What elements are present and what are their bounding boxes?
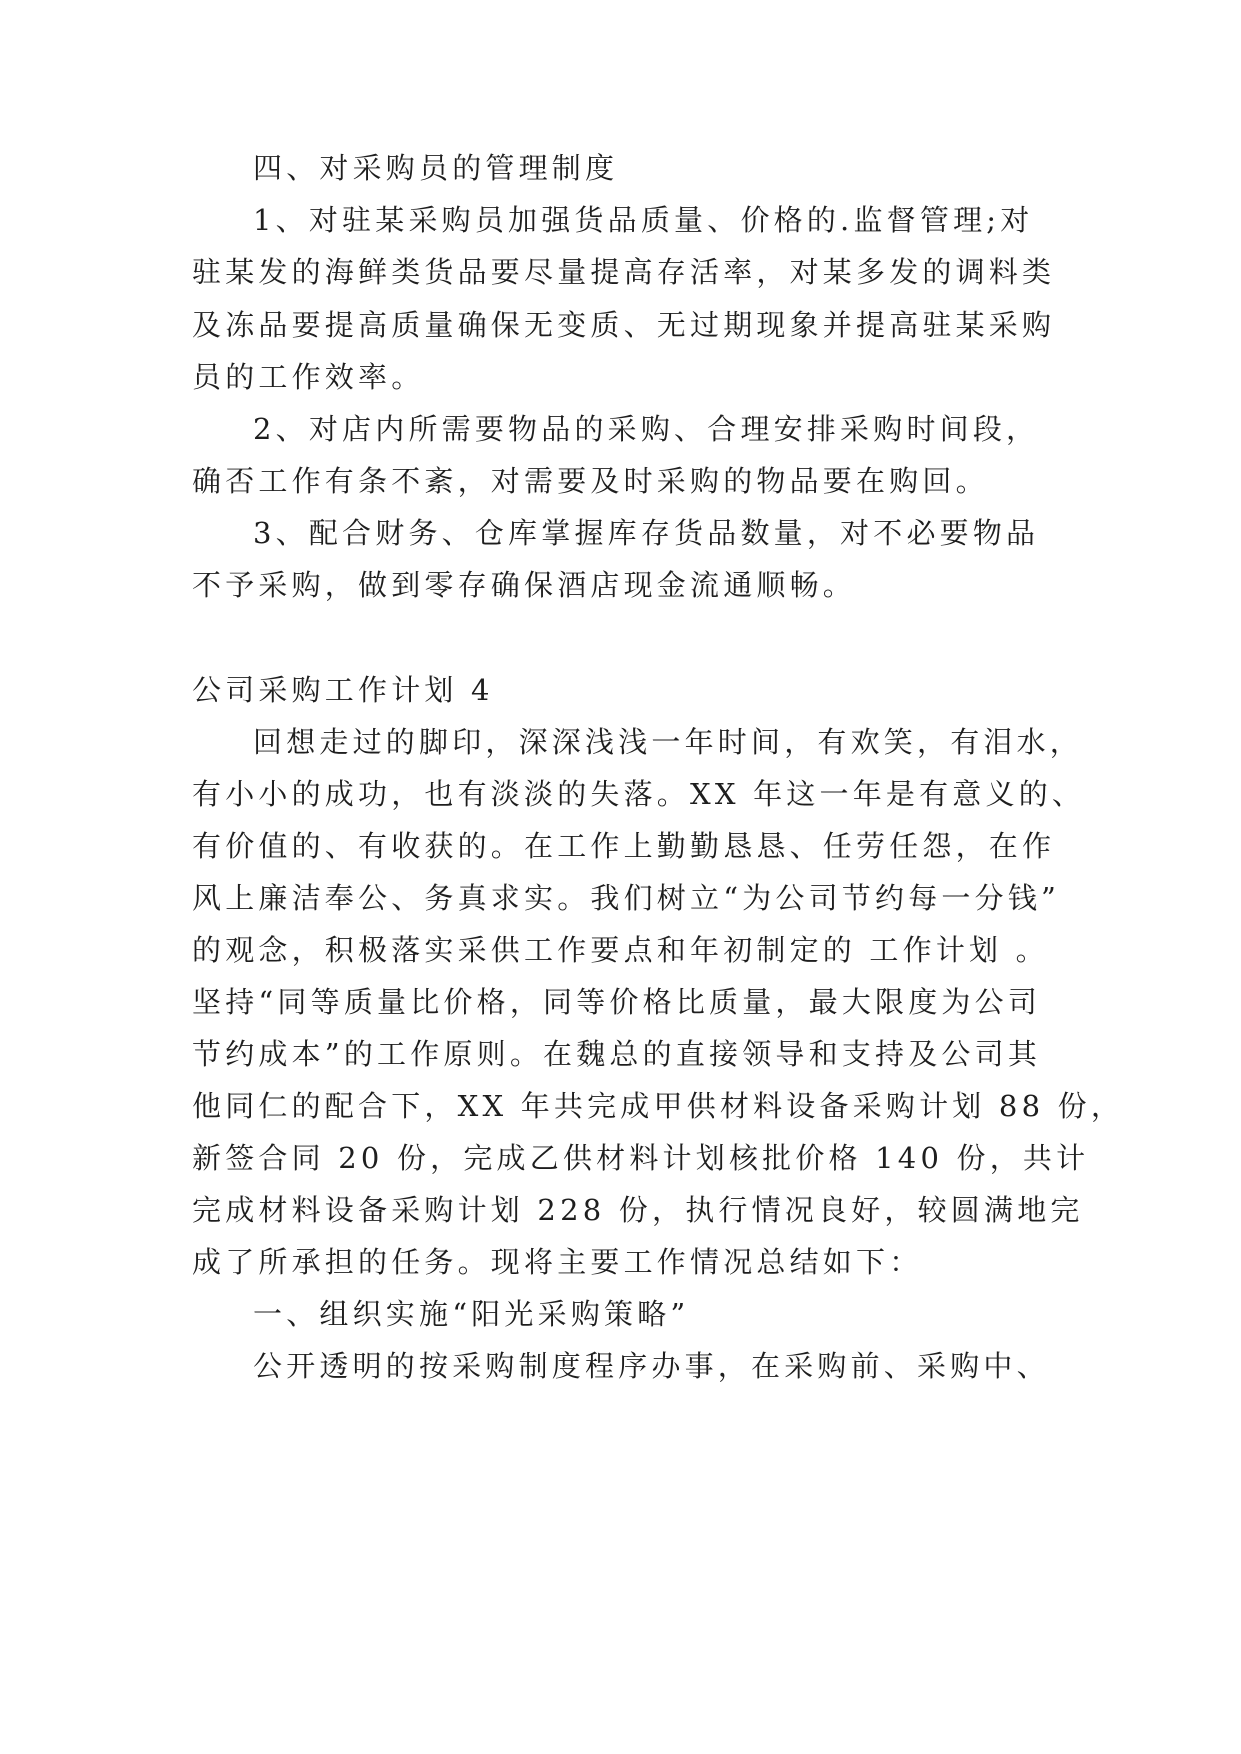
- paragraph-line: 1、对驻某采购员加强货品质量、价格的.监督管理;对: [253, 203, 1034, 237]
- paragraph-line: 公开透明的按采购制度程序办事，在采购前、采购中、: [253, 1349, 1050, 1383]
- paragraph-line: 3、配合财务、仓库掌握库存货品数量，对不必要物品: [253, 516, 1040, 550]
- paragraph-line: 风上廉洁奉公、务真求实。我们树立“为公司节约每一分钱”: [192, 881, 1061, 915]
- paragraph-line: 坚持“同等质量比价格，同等价格比质量，最大限度为公司: [192, 985, 1042, 1019]
- section-heading: 四、对采购员的管理制度: [253, 151, 619, 185]
- paragraph-line: 他同仁的配合下，XX 年共完成甲供材料设备采购计划 88 份，: [192, 1089, 1125, 1123]
- document-title: 公司采购工作计划 4: [192, 673, 494, 707]
- paragraph-line: 有价值的、有收获的。在工作上勤勤恳恳、任劳任怨，在作: [192, 829, 1056, 863]
- paragraph-line: 员的工作效率。: [192, 360, 425, 394]
- paragraph-line: 完成材料设备采购计划 228 份，执行情况良好，较圆满地完: [192, 1193, 1084, 1227]
- paragraph-line: 驻某发的海鲜类货品要尽量提高存活率，对某多发的调料类: [192, 255, 1056, 289]
- paragraph-line: 不予采购，做到零存确保酒店现金流通顺畅。: [192, 568, 857, 602]
- paragraph-line: 的观念，积极落实采供工作要点和年初制定的 工作计划 。: [192, 933, 1049, 967]
- paragraph-line: 及冻品要提高质量确保无变质、无过期现象并提高驻某采购: [192, 308, 1056, 342]
- paragraph-line: 成了所承担的任务。现将主要工作情况总结如下：: [192, 1245, 923, 1279]
- paragraph-line: 2、对店内所需要物品的采购、合理安排采购时间段，: [253, 412, 1040, 446]
- paragraph-line: 新签合同 20 份，完成乙供材料计划核批价格 140 份，共计: [192, 1141, 1090, 1175]
- paragraph-line: 节约成本”的工作原则。在魏总的直接领导和支持及公司其: [192, 1037, 1042, 1071]
- paragraph-line: 回想走过的脚印，深深浅浅一年时间，有欢笑，有泪水，: [253, 725, 1084, 759]
- paragraph-line: 有小小的成功，也有淡淡的失落。XX 年这一年是有意义的、: [192, 777, 1086, 811]
- paragraph-line: 确否工作有条不紊，对需要及时采购的物品要在购回。: [192, 464, 989, 498]
- section-subheading: 一、组织实施“阳光采购策略”: [253, 1297, 690, 1331]
